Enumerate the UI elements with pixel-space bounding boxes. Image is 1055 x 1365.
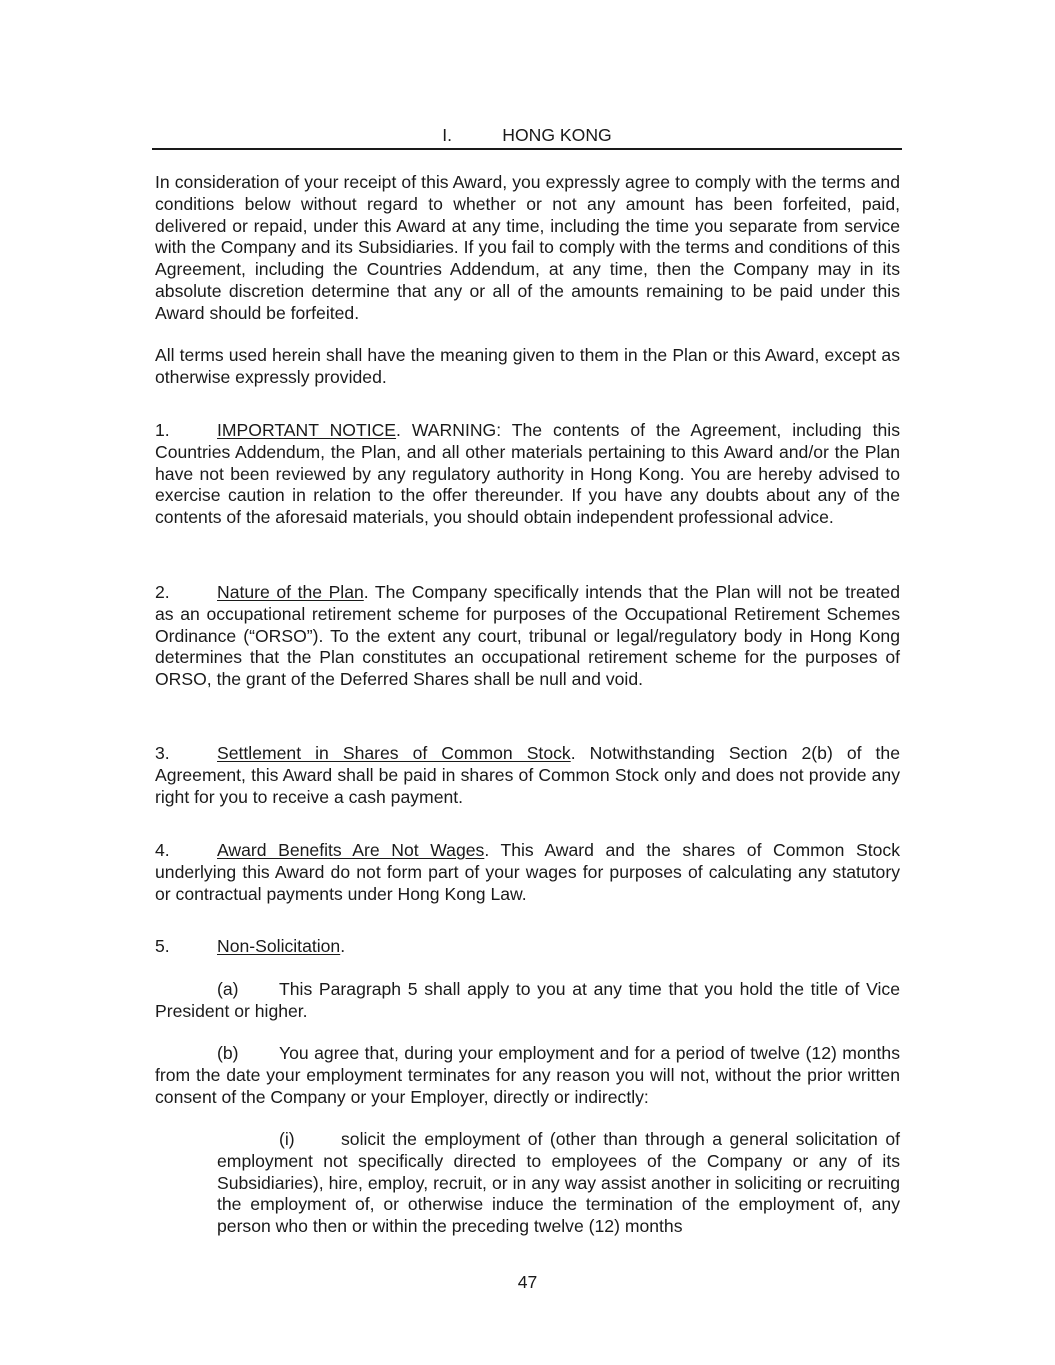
intro-paragraph: In consideration of your receipt of this Award, you expressly agree to comply with the terms and conditions below without regard to whether or not any amount has been forfeited, paid, delivered or repaid, under this Award at any time, including the time you separate from service with the Company and its Subsidiaries. If you fail to comply with the terms and conditions of this Agreement, including the Countries Addendum, at any time, then the Company may in its absolute discretion determine that any or all of the amounts remaining to be paid under this Award should be forfeited. [155,172,900,323]
heading-number: I. [442,125,453,145]
section-4-body: . This Award and the shares of Common Stock underlying this Award do not form part of your wages for purposes of calculating any statutory or contractual payments under Hong Kong Law. [155,840,900,904]
section-2-paragraph [155,582,900,691]
section-2-number: 2. [155,582,170,602]
section-3-title: Settlement in Shares of Common Stock [217,743,571,763]
heading-title: HONG KONG [502,125,612,145]
section-1-number: 1. [155,420,170,440]
section-5-number: 5. [155,936,170,956]
section-3-body: . Notwithstanding Section 2(b) of the Agreement, this Award shall be paid in shares of Common Stock only and does not provide any right for you to receive a cash payment. [155,743,900,807]
section-1-body: . WARNING: The contents of the Agreement, including this Countries Addendum, the Plan, and all other materials pertaining to this Award and/or the Plan have not been reviewed by any regulatory authority in Hong Kong. You are hereby advised to exercise caution in relation to the offer thereunder. If you have any doubts about any of the contents of the aforesaid materials, you should obtain independent professional advice. [155,420,900,528]
section-heading [152,124,902,150]
section-1-paragraph [155,420,900,529]
terms-paragraph: All terms used herein shall have the meaning given to them in the Plan or this Award, except as otherwise expressly provided. [155,345,900,387]
section-5-body: . [340,936,346,956]
subsection-b-text: You agree that, during your employment and for a period of twelve (12) months from the date your employment terminates for any reason you will not, without the prior written consent of the Company or your Employer, directly or indirectly: [155,1043,900,1107]
subsection-a-label: (a) [217,979,239,999]
section-1-title: IMPORTANT NOTICE [217,420,397,440]
section-5-paragraph [155,936,900,958]
subsection-a-paragraph [155,979,900,1023]
subsection-b-i-text: solicit the employment of (other than through a general solicitation of employment not specifically directed to employees of the Company or any of its Subsidiaries), hire, employ, recruit, or in any way assist another in soliciting or recruiting the employment of, or otherwise induce the termination of the employment of, any person who then or within the preceding twelve (12) months [217,1129,900,1237]
page-number: 47 [517,1272,538,1292]
section-2-body: . The Company specifically intends that the Plan will not be treated as an occupational retirement scheme for purposes of the Occupational Retirement Schemes Ordinance (“ORSO”). To the extent any court, tribunal or legal/regulatory body in Hong Kong determines that the Plan constitutes an occupational retirement scheme for the purposes of ORSO, the grant of the Deferred Shares shall be null and void. [155,582,900,690]
section-2-title: Nature of the Plan [217,582,364,602]
subsection-b-paragraph [155,1043,900,1108]
section-4-paragraph [155,840,900,905]
subsection-b-i-paragraph [217,1129,900,1238]
subsection-a-text: This Paragraph 5 shall apply to you at any time that you hold the title of Vice President or higher. [155,979,900,1021]
section-5-title: Non-Solicitation [217,936,341,956]
section-4-number: 4. [155,840,170,860]
section-3-number: 3. [155,743,170,763]
section-4-title: Award Benefits Are Not Wages [217,840,485,860]
subsection-b-i-label: (i) [279,1129,295,1149]
section-3-paragraph [155,743,900,808]
subsection-b-label: (b) [217,1043,239,1063]
